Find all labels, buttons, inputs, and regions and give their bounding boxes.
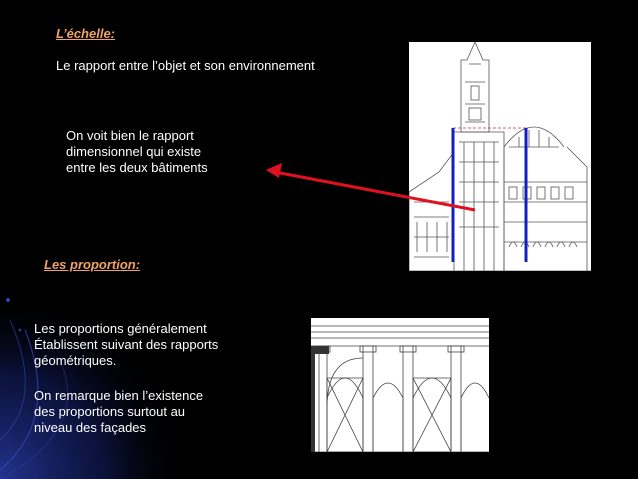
proportions-line: niveau des façades [34,420,147,435]
rapport-note-line: On voit bien le rapport [66,128,194,143]
facade-proportion-image [311,318,489,452]
building-elevation-image [409,42,591,271]
proportion-heading: Les proportion: [44,257,141,272]
proportions-line: géométriques. [34,353,117,368]
facade-proportion-drawing [311,318,489,452]
proportions-line: Établissent suivant des rapports [34,337,219,352]
proportions-paragraph-1 [34,321,279,369]
echelle-text: Le rapport entre l’objet et son environnement [56,58,315,73]
rapport-note-line: entre les deux bâtiments [66,160,208,175]
building-elevation-drawing [409,42,591,271]
echelle-heading: L’échelle: [56,26,116,41]
proportions-paragraph-2 [34,388,279,436]
proportions-line: Les proportions généralement [34,321,207,336]
rapport-note [66,128,208,176]
proportions-line: des proportions surtout au [34,404,186,419]
rapport-note-line: dimensionnel qui existe [66,144,202,159]
proportions-line: On remarque bien l’existence [34,388,204,403]
